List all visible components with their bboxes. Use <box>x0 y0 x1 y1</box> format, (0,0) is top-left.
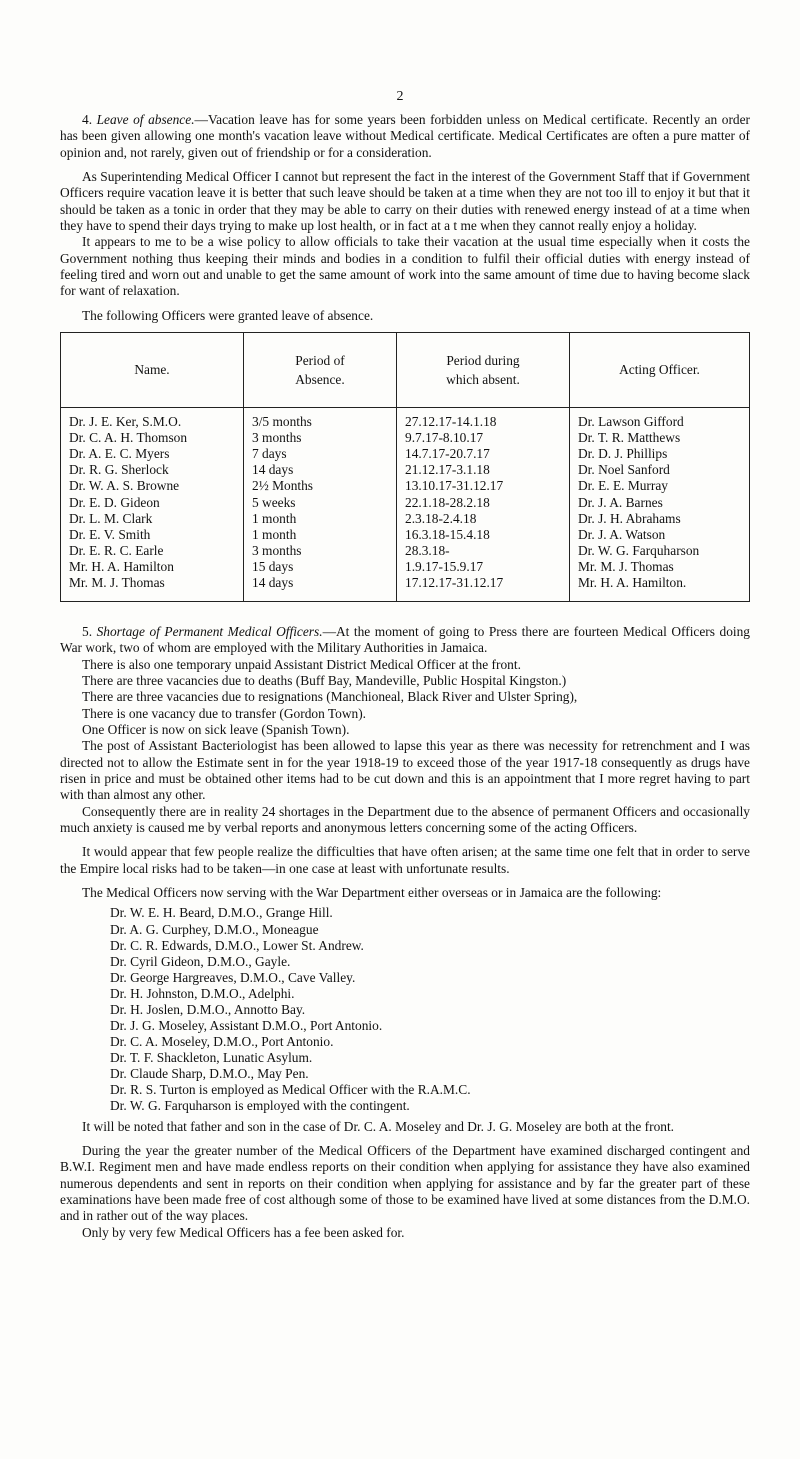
paragraph: The Medical Officers now serving with the War Department either overseas or in Jamaica are the following: <box>82 885 662 901</box>
table-cell-name: Mr. H. A. Hamilton <box>69 558 174 574</box>
table-cell-during: 13.10.17-31.12.17 <box>405 478 504 494</box>
table-body-row <box>61 408 750 602</box>
table-cell-acting: Dr. Noel Sanford <box>578 462 670 478</box>
section-number: 4. <box>82 112 97 127</box>
table-cell-name: Dr. C. A. H. Thomson <box>69 430 188 446</box>
paragraph-shortage <box>60 624 750 657</box>
table-cell-name: Dr. E. D. Gideon <box>69 494 160 510</box>
table-cell-acting: Mr. H. A. Hamilton. <box>578 574 687 590</box>
list-item: Dr. H. Johnston, D.M.O., Adelphi. <box>110 985 295 1001</box>
table-cell-acting: Dr. Lawson Gifford <box>578 414 684 430</box>
page-number: 2 <box>396 89 404 104</box>
table-cell-period: 14 days <box>252 574 294 590</box>
table-cell-period: 3 months <box>252 430 302 446</box>
table-cell-name: Dr. L. M. Clark <box>69 510 153 526</box>
paragraph: There are three vacancies due to resignations (Manchioneal, Black River and Ulster Spring), <box>82 689 578 705</box>
table-cell-during: 2.3.18-2.4.18 <box>405 510 477 526</box>
list-item: Dr. George Hargreaves, D.M.O., Cave Valley. <box>110 969 356 985</box>
table-cell-during: 16.3.18-15.4.18 <box>405 526 490 542</box>
table-cell-name: Dr. A. E. C. Myers <box>69 446 170 462</box>
table-cell-period: 14 days <box>252 462 294 478</box>
header-name: Name. <box>61 333 244 408</box>
header-during: Period during which absent. <box>397 333 570 408</box>
war-officers-list <box>110 905 750 1114</box>
paragraph: During the year the greater number of the Medical Officers of the Department have examined discharged contingent and B.W.I. Regiment men and have made endless reports on their condition when applying for assistance they have also examined numerous dependents and sent in reports on their condition when applying for assistance and by far the greater part of these examinations have been made free of cost although some of those to be examined have lived at some distances from the D.M.O. and in rather out of the way places. <box>60 1142 750 1224</box>
list-item: Dr. W. E. H. Beard, D.M.O., Grange Hill. <box>110 905 333 921</box>
table-cell-during: 27.12.17-14.1.18 <box>405 414 497 430</box>
table-cell-name: Dr. W. A. S. Browne <box>69 478 180 494</box>
list-item: Dr. A. G. Curphey, D.M.O., Moneague <box>110 921 319 937</box>
table-cell-during: 28.3.18- <box>405 542 450 558</box>
paragraph: There is one vacancy due to transfer (Gordon Town). <box>82 705 367 721</box>
document-body <box>60 112 750 1241</box>
paragraph: There are three vacancies due to deaths (Buff Bay, Mandeville, Public Hospital Kingston.) <box>82 673 567 689</box>
table-cell-name: Dr. E. V. Smith <box>69 526 151 542</box>
paragraph: As Superintending Medical Officer I cannot but represent the fact in the interest of the Government Staff that if Government Officers require vacation leave it is better that such leave should be taken at a time when they are not too ill to enjoy it but that it should be taken as a tonic in order that they may be able to carry on their duties with renewed energy instead of at a time when they have to spend their days trying to make up lost health, or in fact at a t me when they cannot really enjoy a holiday. <box>60 169 750 234</box>
paragraph-text: —At the moment of going to Press there are fourteen Medical Officers doing War work, two of whom are employed with the Military Authorities in Jamaica. <box>60 623 750 656</box>
table-cell-acting: Dr. E. E. Murray <box>578 478 668 494</box>
table-cell-period: 2½ Months <box>252 478 314 494</box>
paragraph: Consequently there are in reality 24 shortages in the Department due to the absence of permanent Officers and occasionally much anxiety is caused me by verbal reports and anonymous letters concerning some of the acting Officers. <box>60 803 750 836</box>
paragraph: The following Officers were granted leave of absence. <box>82 307 374 323</box>
table-cell-acting: Dr. J. H. Abrahams <box>578 510 681 526</box>
paragraph: One Officer is now on sick leave (Spanish Town). <box>82 722 350 738</box>
table-cell-name: Dr. J. E. Ker, S.M.O. <box>69 414 182 430</box>
table-cell-acting: Dr. J. A. Barnes <box>578 494 663 510</box>
table-cell-acting: Dr. D. J. Phillips <box>578 446 668 462</box>
table-cell-period: 1 month <box>252 510 297 526</box>
list-item: Dr. T. F. Shackleton, Lunatic Asylum. <box>110 1050 313 1066</box>
table-cell-period: 1 month <box>252 526 297 542</box>
table-cell-name: Mr. M. J. Thomas <box>69 574 165 590</box>
paragraph: Only by very few Medical Officers has a fee been asked for. <box>82 1224 405 1240</box>
table-cell-period: 3 months <box>252 542 302 558</box>
paragraph: It would appear that few people realize the difficulties that have often arisen; at the same time one felt that in order to serve the Empire local risks had to be taken—in one case at least with unfortunate results. <box>60 844 750 876</box>
during-column <box>397 408 570 602</box>
paragraph: There is also one temporary unpaid Assistant District Medical Officer at the front. <box>82 656 521 672</box>
list-item: Dr. Cyril Gideon, D.M.O., Gayle. <box>110 953 291 969</box>
list-item: Dr. W. G. Farquharson is employed with the contingent. <box>110 1098 410 1114</box>
paragraph: The post of Assistant Bacteriologist has been allowed to lapse this year as there was necessity for retrenchment and I was directed not to allow the Estimate sent in for the year 1918-19 to exceed those of the year 1917-18 consequently as drugs have risen in price and must be obtained other items had to be cut down and this is an appointment that I more regret having to part with than almost any other. <box>60 738 750 803</box>
acting-column <box>570 408 750 602</box>
leave-table <box>60 332 750 602</box>
table-cell-during: 22.1.18-28.2.18 <box>405 494 490 510</box>
list-item: Dr. J. G. Moseley, Assistant D.M.O., Port Antonio. <box>110 1018 383 1034</box>
table-cell-during: 14.7.17-20.7.17 <box>405 446 490 462</box>
section-title: Shortage of Permanent Medical Officers. <box>96 623 323 639</box>
name-column <box>61 408 244 602</box>
table-cell-acting: Mr. M. J. Thomas <box>578 558 674 574</box>
table-cell-during: 1.9.17-15.9.17 <box>405 558 484 574</box>
table-cell-during: 9.7.17-8.10.17 <box>405 430 484 446</box>
paragraph-text: —Vacation leave has for some years been forbidden unless on Medical certificate. Recently an order has been given allowing one month's vacation leave without Medical certificate. Medical Certificates are often a pure matter of opinion and, not rarely, given out of friendship or for a consideration. <box>60 112 751 160</box>
table-cell-acting: Dr. W. G. Farquharson <box>578 542 700 558</box>
list-item: Dr. H. Joslen, D.M.O., Annotto Bay. <box>110 1001 306 1017</box>
table-cell-during: 17.12.17-31.12.17 <box>405 574 504 590</box>
table-cell-during: 21.12.17-3.1.18 <box>405 462 490 478</box>
table-cell-name: Dr. E. R. C. Earle <box>69 542 164 558</box>
paragraph-leave-of-absence <box>60 112 750 161</box>
paragraph: It appears to me to be a wise policy to allow officials to take their vacation at the usual time especially when it costs the Government nothing thus keeping their minds and bodies in a condition to fulfil their official duties with energy instead of feeling tired and worn out and unable to get the same amount of work into the same amount of time due to having become slack for want of relaxation. <box>60 234 750 299</box>
table-cell-name: Dr. R. G. Sherlock <box>69 462 169 478</box>
table-cell-acting: Dr. T. R. Matthews <box>578 430 681 446</box>
section-number: 5. <box>82 623 97 639</box>
list-item: Dr. C. A. Moseley, D.M.O., Port Antonio. <box>110 1034 334 1050</box>
list-item: Dr. C. R. Edwards, D.M.O., Lower St. Andrew. <box>110 937 364 953</box>
paragraph: It will be noted that father and son in the case of Dr. C. A. Moseley and Dr. J. G. Moseley are both at the front. <box>82 1118 675 1134</box>
period-column <box>244 408 397 602</box>
header-acting: Acting Officer. <box>570 333 750 408</box>
list-item: Dr. R. S. Turton is employed as Medical Officer with the R.A.M.C. <box>110 1082 471 1098</box>
section-title: Leave of absence. <box>96 112 195 127</box>
table-cell-acting: Dr. J. A. Watson <box>578 526 666 542</box>
table-header-row <box>61 333 750 408</box>
table-cell-period: 3/5 months <box>252 414 312 430</box>
table-cell-period: 7 days <box>252 446 287 462</box>
table-cell-period: 15 days <box>252 558 294 574</box>
header-period: Period of Absence. <box>244 333 397 408</box>
table-cell-period: 5 weeks <box>252 494 296 510</box>
list-item: Dr. Claude Sharp, D.M.O., May Pen. <box>110 1066 309 1082</box>
